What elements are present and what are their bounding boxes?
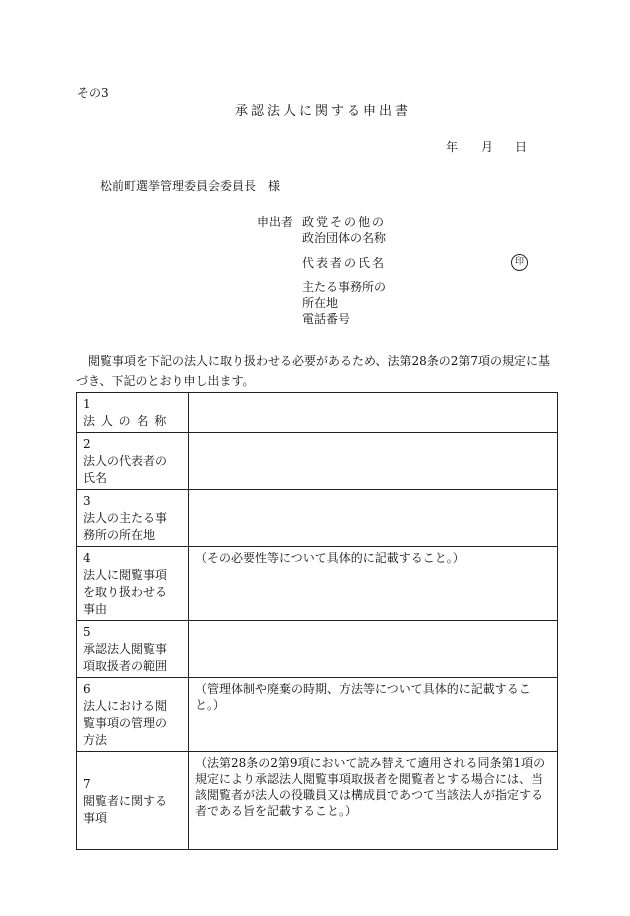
table-row — [77, 433, 558, 490]
row-value-cell[interactable]: （法第28条の2第9項において読み替えて適用される同条第1項の規定により承認法人閲覧事項取扱者を閲覧者とする場合には、当該閲覧者が法人の役職員又は構成員であつて当該法人が指定する者である旨を記載すること。） — [189, 752, 558, 850]
form-number: その3 — [77, 86, 109, 100]
addressee: 松前町選挙管理委員会委員長 様 — [100, 179, 281, 193]
row-value-cell[interactable] — [189, 490, 558, 547]
date-month-label: 月 — [481, 140, 494, 154]
row-label-cell — [77, 621, 189, 678]
row-number: 7 — [83, 776, 91, 791]
row-number: 5 — [83, 625, 91, 639]
seal-mark: 印 — [511, 254, 528, 271]
row-label: 法人の代表者の氏名 — [83, 454, 168, 485]
table-row — [77, 621, 558, 678]
table-row — [77, 752, 558, 850]
document-title: 承認法人に関する申出書 — [235, 104, 412, 119]
date-year-label: 年 — [446, 140, 459, 154]
application-table — [76, 392, 558, 850]
row-label-cell — [77, 393, 189, 433]
org-name-label-line2: 政治団体の名称 — [302, 231, 387, 245]
office-label-line2: 所在地 — [302, 296, 339, 310]
table-row — [77, 547, 558, 621]
row-number: 3 — [83, 494, 91, 508]
row-value-cell[interactable] — [189, 393, 558, 433]
row-number: 4 — [83, 551, 91, 565]
row-number: 2 — [83, 437, 91, 451]
row-value-cell[interactable] — [189, 433, 558, 490]
row-number: 6 — [83, 682, 91, 696]
row-value-cell[interactable]: （管理体制や廃棄の時期、方法等について具体的に記載すること。） — [189, 678, 558, 752]
org-name-label-line1: 政党その他の — [302, 215, 387, 229]
rep-name-label: 代表者の氏名 — [302, 256, 387, 270]
row-label: 法 人 の 名 称 — [83, 414, 168, 428]
row-label: 法人における閲覧事項の管理の方法 — [83, 699, 168, 747]
table-row — [77, 393, 558, 433]
row-label-cell — [77, 433, 189, 490]
date-day-label: 日 — [515, 140, 528, 154]
table-row — [77, 678, 558, 752]
row-label-cell — [77, 678, 189, 752]
row-label: 閲覧者に関する事項 — [83, 793, 168, 825]
row-label-cell — [77, 490, 189, 547]
row-label: 法人に閲覧事項を取り扱わせる事由 — [83, 568, 168, 616]
row-label-cell — [77, 752, 189, 850]
intro-paragraph: 閲覧事項を下記の法人に取り扱わせる必要があるため、法第28条の2第7項の規定に基づき、下記のとおり申し出ます。 — [76, 354, 551, 388]
applicant-label: 申出者 — [257, 215, 294, 229]
office-label-line1: 主たる事務所の — [302, 280, 387, 294]
row-value-cell[interactable]: （その必要性等について具体的に記載すること。） — [189, 547, 558, 621]
phone-label: 電話番号 — [302, 312, 351, 326]
table-row — [77, 490, 558, 547]
row-label: 承認法人閲覧事項取扱者の範囲 — [83, 642, 168, 673]
row-number: 1 — [83, 397, 91, 411]
row-value-cell[interactable] — [189, 621, 558, 678]
row-label-cell — [77, 547, 189, 621]
row-label: 法人の主たる事務所の所在地 — [83, 511, 168, 542]
